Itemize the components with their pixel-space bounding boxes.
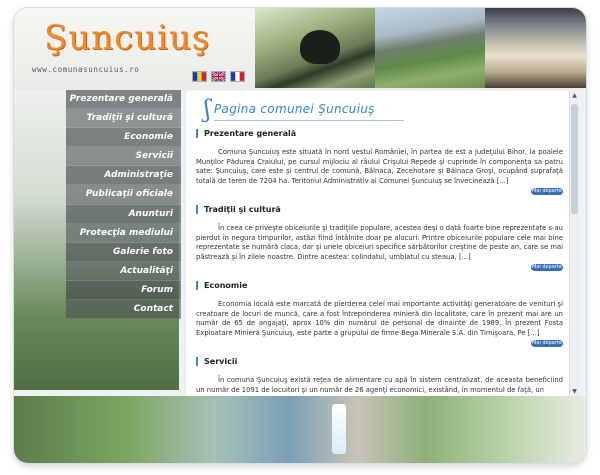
site-logo[interactable]: Şuncuiuş (44, 18, 211, 58)
content-scrollbar[interactable] (569, 91, 579, 396)
menu-item-publicatii[interactable]: Publicaţii oficiale (66, 185, 181, 204)
section-servicii (186, 357, 579, 395)
language-flags (192, 71, 245, 82)
header-photo-stalactites (485, 8, 586, 88)
section-prezentare (186, 129, 579, 195)
main-content[interactable] (185, 91, 579, 396)
more-button[interactable]: Mai departe (532, 340, 562, 346)
section-text: Comuna Şuncuiuş este situată în nord vestul României, în partea de est a judeţului Bihor, la poalele Munţilor Pădurea Craiului, pe cursul mijlociu al râului Crişului Repede şi cuprinde în componenţa sa patru sate: Şuncuiuş, care este şi centrul de comună, Bălnaca, Zecehotare şi Bălnaca Groşi, ocupând suprafaţă totală de teren de 7204 ha. Teritoriul Administrativ al Comunei Şuncuiuş se învecinează [...] (196, 148, 563, 185)
footer-photo-strip (14, 396, 586, 463)
page-banner (186, 91, 579, 129)
menu-item-protectia-mediului[interactable]: Protecţia mediului (66, 224, 181, 243)
en-flag-icon[interactable] (211, 71, 226, 82)
ro-flag-icon[interactable] (192, 71, 207, 82)
fr-flag-icon[interactable] (230, 71, 245, 82)
menu-item-galerie-foto[interactable]: Galerie foto (66, 243, 181, 262)
section-heading: Prezentare generală (196, 129, 563, 138)
menu-item-anunturi[interactable]: Anunturi (66, 205, 181, 224)
header-photo-cave (255, 8, 375, 88)
scroll-down-icon[interactable]: ▼ (572, 388, 577, 395)
menu-item-servicii[interactable]: Servicii (66, 147, 181, 166)
curl-ornament-icon: ʃ (204, 95, 211, 123)
header-photo-valley (375, 8, 485, 88)
cave-entrance (300, 30, 340, 64)
footer-waterfall (332, 404, 346, 454)
menu-item-economie[interactable]: Economie (66, 128, 181, 147)
menu-item-prezentare[interactable]: Prezentare generală (66, 90, 181, 109)
section-heading: Tradiţii şi cultură (196, 205, 563, 214)
main-menu (66, 90, 181, 319)
section-text: În comuna Şuncuiuş există reţea de alimentare cu apă în sistem centralizat, de aceasta beneficiind un număr de 1091 de locuitori şi un număr de 26 agenţi economici, existând, în momentul de faţă, un (196, 376, 563, 394)
menu-item-actualitati[interactable]: Actualităţi (66, 262, 181, 281)
section-heading: Servicii (196, 357, 563, 366)
menu-item-contact[interactable]: Contact (66, 300, 181, 319)
site-domain: www.comunasuncuius.ro (32, 65, 140, 74)
title-underline (214, 120, 404, 121)
menu-item-forum[interactable]: Forum (66, 281, 181, 300)
more-button[interactable]: Mai departe (532, 188, 562, 194)
section-traditii (186, 205, 579, 271)
page-title: Pagina comunei Şuncuiuş (214, 102, 375, 116)
more-button[interactable]: Mai departe (532, 264, 562, 270)
menu-item-administratie[interactable]: Administraţie (66, 166, 181, 185)
scroll-up-icon[interactable]: ▲ (572, 92, 577, 99)
menu-item-traditii[interactable]: Tradiţii şi cultură (66, 109, 181, 128)
scrollbar-thumb[interactable] (571, 104, 578, 214)
section-text: Economia locală este marcată de pierderea celei mai importante activităţi generatoare de venituri şi creatoare de locuri de muncă, care a fost întreprinderea minieră din localitate, care în prezent mai are un număr de 65 de angajaţi, aprox 10% din numărul de personal de dinainte de 1989. În prezent Fosta Exploatare Minieră Şuncuiuş, este parte a grupului de firme Bega Minerale S.A. din Timişoara. Pe [...] (196, 300, 563, 337)
header (14, 8, 586, 90)
section-economie (186, 281, 579, 347)
site-shell (14, 8, 586, 463)
section-text: În ceea ce priveşte obiceiurile şi tradiţiile populare, acestea deşi o dată foarte bine reprezentate s-au pierdut în negura timpurilor, astăzi fiind întâlnite doar pe alocuri. Printre obiceiurile populare cele mai bine reprezentate se numără claca, dar şi unele obiceiuri specifice sărbătorilor creştine de peste an, care se mai păstrează şi în zilele noastre. Dintre acestea: colindatul, umblatul cu steaua, [...] (196, 224, 563, 261)
section-heading: Economie (196, 281, 563, 290)
